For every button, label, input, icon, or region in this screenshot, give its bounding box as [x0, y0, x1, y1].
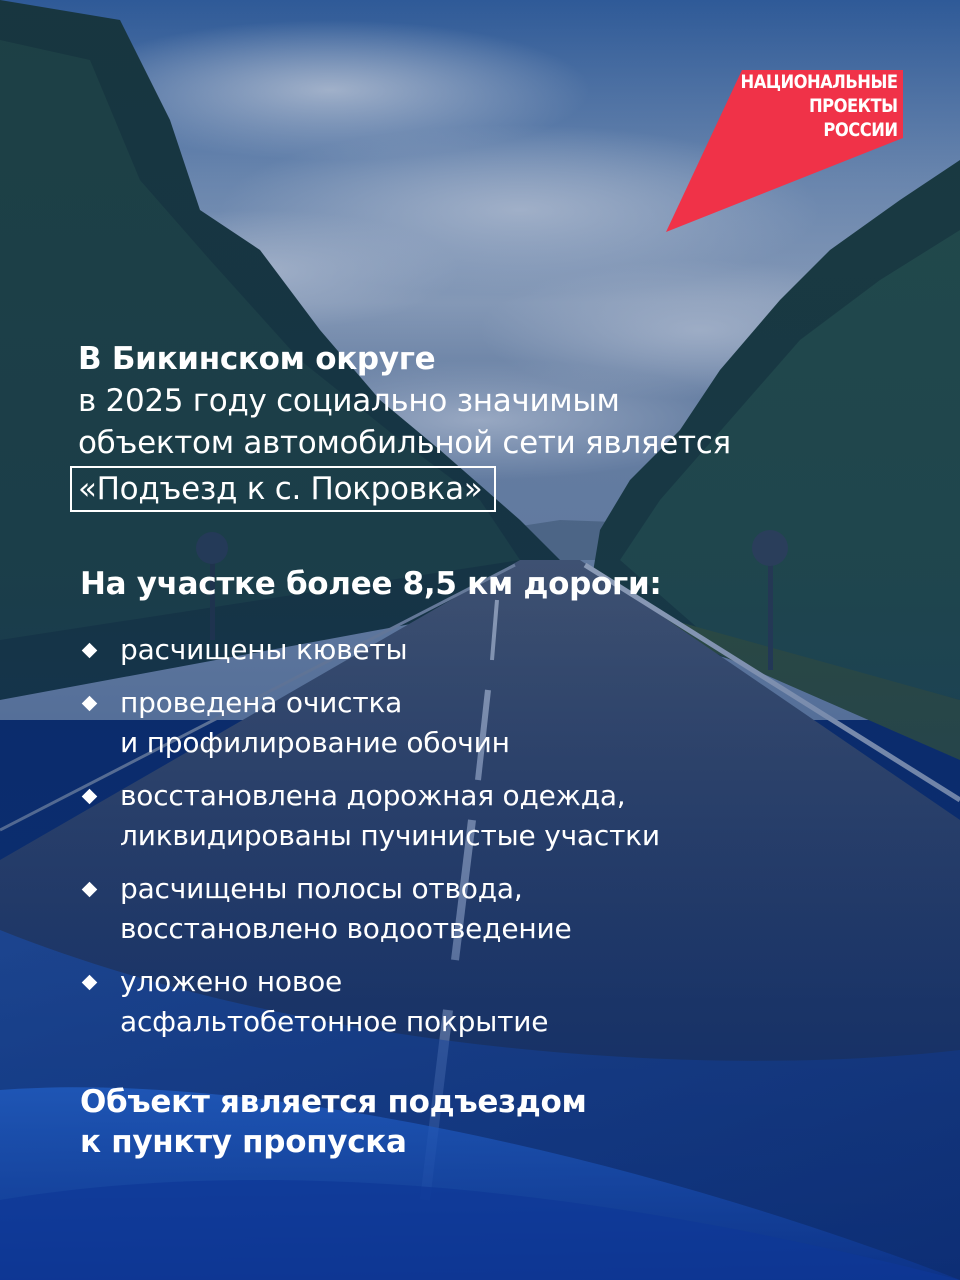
list-item-text: и профилирование обочин — [120, 726, 510, 759]
intro-block — [78, 338, 731, 512]
list-item — [78, 776, 660, 856]
diamond-bullet-icon — [82, 643, 98, 659]
list-item — [78, 683, 660, 763]
diamond-bullet-icon — [82, 696, 98, 712]
list-item-text: проведена очистка — [120, 686, 403, 719]
section-heading: На участке более 8,5 км дороги: — [80, 566, 662, 602]
footer-line: Объект является подъездом — [80, 1084, 587, 1120]
diamond-bullet-icon — [82, 882, 98, 898]
intro-line: объектом автомобильной сети является — [78, 425, 731, 461]
logo-line: РОССИИ — [823, 119, 898, 141]
diamond-bullet-icon — [82, 975, 98, 991]
list-item-text: ликвидированы пучинистые участки — [120, 819, 660, 852]
highlighted-object-name: «Подъезд к с. Покровка» — [70, 466, 496, 512]
list-item-text: расчищены кюветы — [120, 633, 408, 666]
works-list — [78, 630, 660, 1055]
list-item — [78, 630, 660, 670]
list-item-text: уложено новое — [120, 965, 343, 998]
national-projects-logo-text — [741, 70, 898, 142]
intro-title: В Бикинском округе — [78, 341, 436, 377]
list-item-text: восстановлено водоотведение — [120, 912, 572, 945]
list-item-text: асфальтобетонное покрытие — [120, 1005, 549, 1038]
footer-line: к пункту пропуска — [80, 1124, 407, 1160]
logo-line: ПРОЕКТЫ — [809, 95, 898, 117]
footer-note — [80, 1082, 587, 1162]
list-item — [78, 962, 660, 1042]
list-item-text: восстановлена дорожная одежда, — [120, 779, 626, 812]
list-item-text: расчищены полосы отвода, — [120, 872, 523, 905]
list-item — [78, 869, 660, 949]
diamond-bullet-icon — [82, 789, 98, 805]
intro-line: в 2025 году социально значимым — [78, 383, 620, 419]
logo-line: НАЦИОНАЛЬНЫЕ — [741, 71, 898, 93]
